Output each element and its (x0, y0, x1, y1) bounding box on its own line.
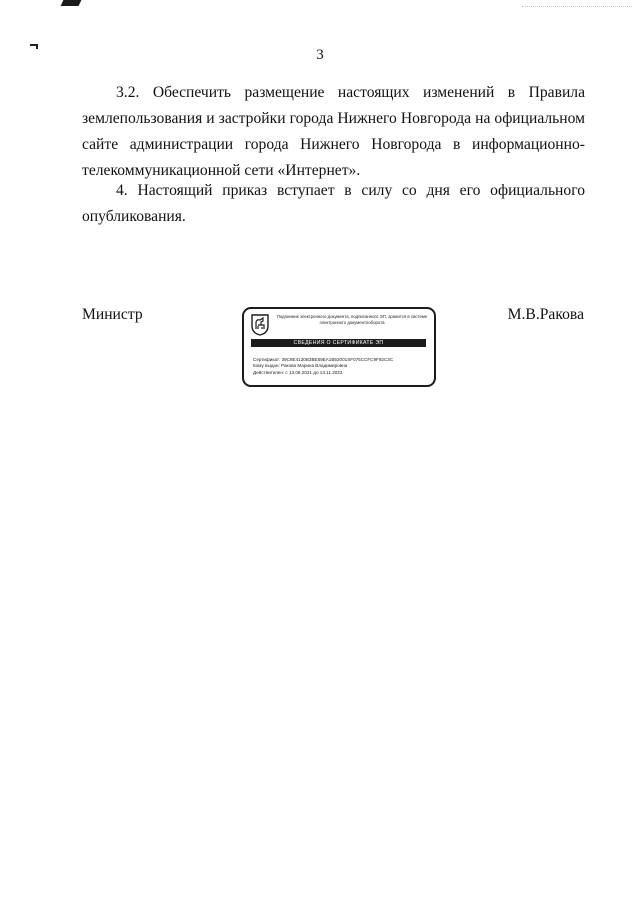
paragraph-publication-order (82, 80, 585, 184)
signatory-title: Министр (82, 306, 143, 323)
electronic-signature-stamp (242, 307, 436, 387)
paragraph-text: 3.2. Обеспечить размещение настоящих изменений в Правила землепользования и застройки города Нижнего Новгорода на официальном сайте администрации города Нижнего Новгорода в информационно-телекоммуникационной сети «Интернет». (82, 84, 585, 179)
scan-artifact (522, 0, 632, 7)
stamp-header: Подлинник электронного документа, подписанного ЭП, хранится в системе электронного документооборота (276, 314, 428, 325)
stamp-issued-to: Кому выдан: Ракова Марина Владимировна (253, 363, 348, 369)
scan-artifact (61, 0, 82, 6)
paragraph-text: 4. Настоящий приказ вступает в силу со дня его официального опубликования. (82, 182, 585, 225)
signatory-name: М.В.Ракова (507, 306, 584, 323)
stamp-details (253, 357, 433, 376)
page-number: 3 (316, 47, 324, 63)
paragraph-effective-date (82, 178, 585, 230)
stamp-validity: Действителен: с 13.08.2021 до 13.11.2022 (253, 369, 343, 375)
coat-of-arms-icon (251, 314, 269, 336)
stamp-certificate: Сертификат: 39C8E4130B3BE59EA1B52001SF075CCFC9F92C3C (253, 357, 394, 362)
stamp-banner: СВЕДЕНИЯ О СЕРТИФИКАТЕ ЭП (251, 339, 426, 347)
